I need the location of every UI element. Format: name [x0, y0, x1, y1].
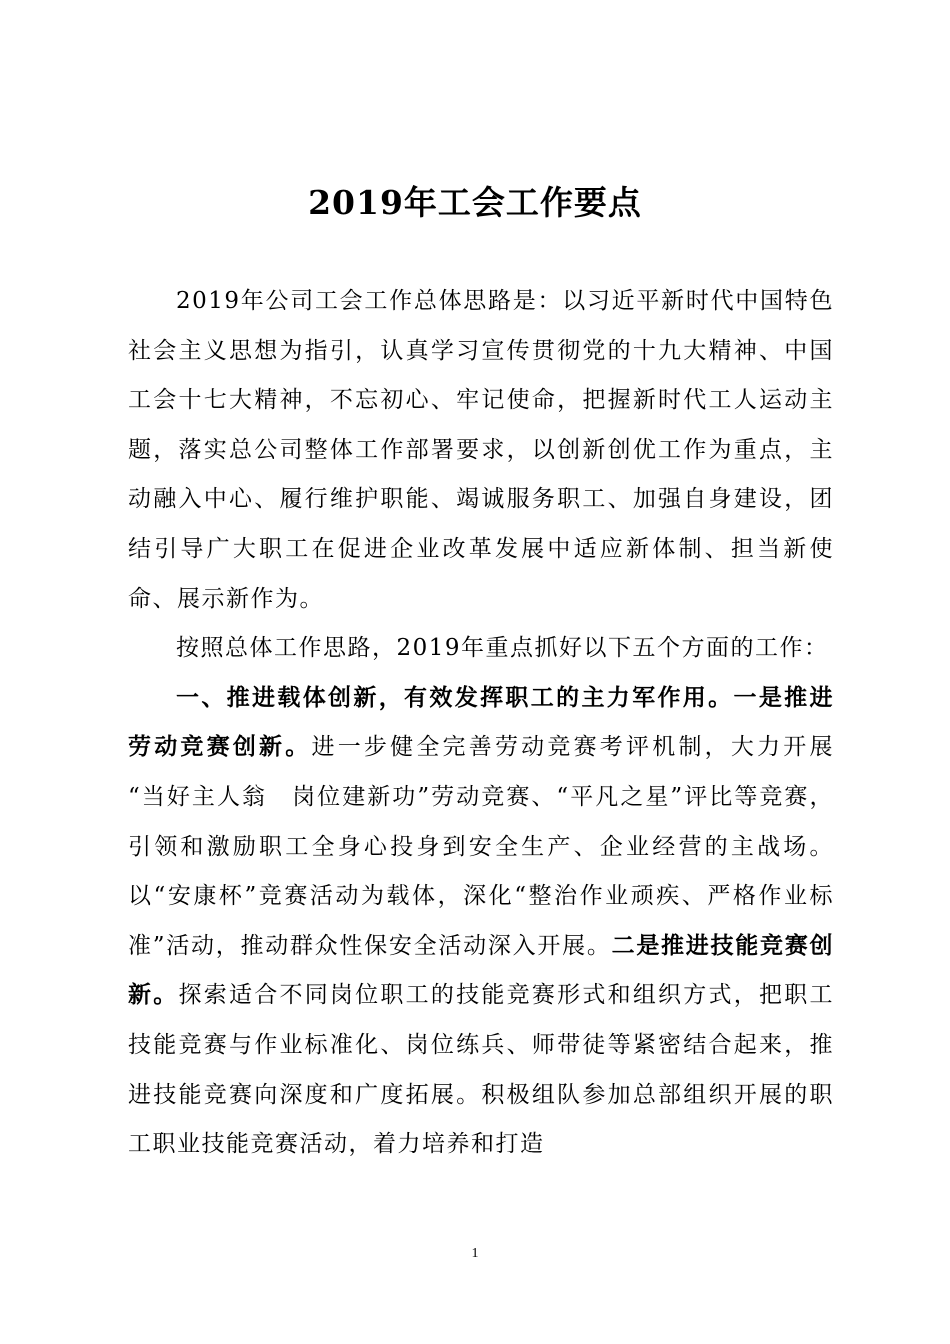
page-number: 1 [471, 1246, 479, 1261]
subsection-text-1: 进一步健全完善劳动竞赛考评机制，大力开展 “当好主人翁 岗位建新功”劳动竞赛、“平凡之星”评比等竞赛，引领和激励职工全身心投身到安全生产、企业经营的主战场。以“安康杯”竞赛活动为载体，深化“整治作业顽疾、严格作业标准”活动，推动群众性保安全活动深入开展。 [128, 734, 835, 959]
paragraph-lead: 2019年公司工会工作总体思路是： [176, 288, 563, 314]
section-heading: 一、推进载体创新，有效发挥职工的主力军作用。 [176, 684, 734, 711]
paragraph-section-one [128, 674, 834, 1170]
document-title: 2019年工会工作要点 [308, 183, 642, 222]
subsection-text-2: 探索适合不同岗位职工的技能竞赛形式和组织方式，把职工技能竞赛与作业标准化、岗位练兵、师带徒等紧密结合起来，推进技能竞赛向深度和广度拓展。积极组队参加总部组织开展的职工职业技能竞赛活动，着力培养和打造 [128, 982, 835, 1158]
paragraph-overall-approach [128, 277, 834, 624]
subsection-heading-2: 二是推进技能竞赛创新。 [128, 932, 835, 1009]
subsection-heading-1: 一是推进劳动竞赛创新。 [128, 684, 835, 761]
paragraph-five-aspects: 按照总体工作思路，2019年重点抓好以下五个方面的工作： [176, 635, 829, 662]
paragraph-text: 以习近平新时代中国特色社会主义思想为指引，认真学习宣传贯彻党的十九大精神、中国工会十七大精神，不忘初心、牢记使命，把握新时代工人运动主题，落实总公司整体工作部署要求，以创新创优工作为重点，主动融入中心、履行维护职能、竭诚服务职工、加强自身建设，团结引导广大职工在促进企业改革发展中适应新体制、担当新使命、展示新作为。 [128, 288, 834, 612]
document-body [128, 277, 834, 1170]
